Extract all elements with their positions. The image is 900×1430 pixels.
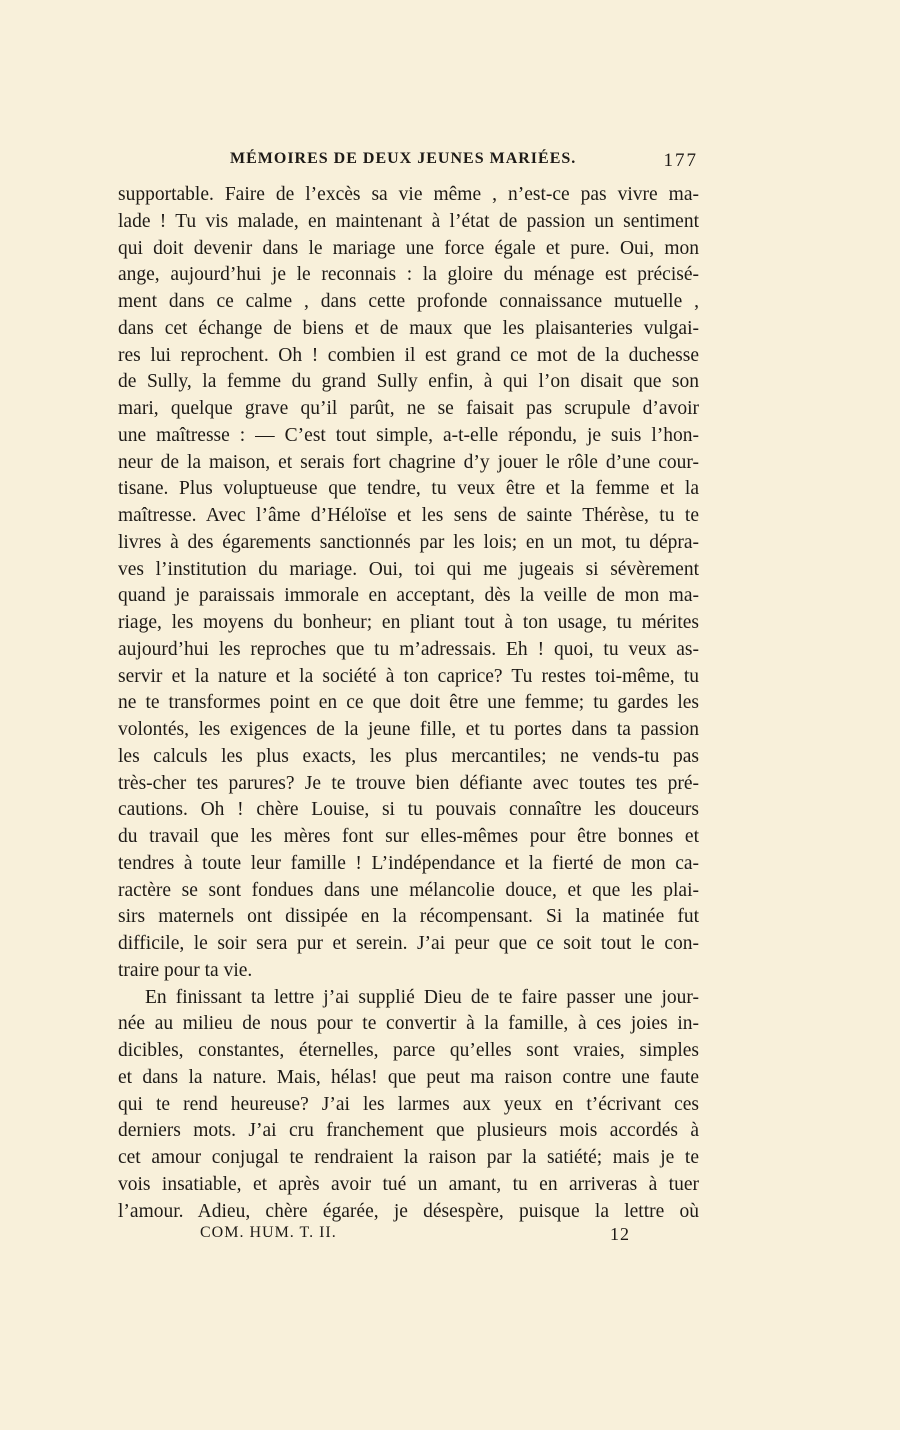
text-line: ange, aujourd’hui je le reconnais : la gloire du ménage est précisé- — [118, 264, 699, 286]
text-line: quand je paraissais immorale en acceptant, dès la veille de mon ma- — [118, 585, 699, 607]
text-line: traire pour ta vie. — [118, 959, 253, 981]
text-line: difficile, le soir sera pur et serein. J’ai peur que ce soit tout le con- — [118, 933, 699, 954]
page-body-text — [118, 182, 699, 1225]
text-line: ment dans ce calme , dans cette profonde connaissance mutuelle , — [118, 291, 699, 312]
text-line: tisane. Plus voluptueuse que tendre, tu veux être et la femme et la — [118, 478, 699, 500]
running-header — [230, 150, 698, 174]
text-line: les calculs les plus exacts, les plus mercantiles; ne vends-tu pas — [118, 745, 699, 767]
signature-mark: COM. HUM. T. II. — [200, 1224, 337, 1241]
text-line: servir et la nature et la société à ton caprice? Tu restes toi-même, tu — [118, 665, 699, 687]
text-line: aujourd’hui les reproches que tu m’adressais. Eh ! quoi, tu veux as- — [118, 638, 699, 660]
text-line: mari, quelque grave qu’il parût, ne se faisait pas scrupule d’avoir — [118, 398, 699, 419]
text-line: supportable. Faire de l’excès sa vie même , n’est-ce pas vivre ma- — [118, 184, 699, 205]
text-line: ractère se sont fondues dans une mélancolie douce, et que les plai- — [118, 879, 699, 901]
text-line: ves l’institution du mariage. Oui, toi qui me jugeais si sévèrement — [118, 558, 699, 580]
text-line: dans cet échange de biens et de maux que les plaisanteries vulgai- — [118, 317, 699, 339]
text-line: volontés, les exigences de la jeune fille, et tu portes dans ta passion — [118, 719, 699, 740]
text-line: et dans la nature. Mais, hélas! que peut ma raison contre une faute — [118, 1066, 699, 1088]
page-number: 177 — [663, 150, 698, 171]
text-line: sirs maternels ont dissipée en la récompensant. Si la matinée fut — [118, 906, 699, 928]
text-line: née au milieu de nous pour te convertir à la famille, à ces joies in- — [118, 1013, 699, 1035]
text-line: lade ! Tu vis malade, en maintenant à l’état de passion un sentiment — [118, 210, 699, 232]
text-line: neur de la maison, et serais fort chagrine d’y jouer le rôle d’une cour- — [118, 451, 699, 473]
running-title: MÉMOIRES DE DEUX JEUNES MARIÉES. — [230, 150, 577, 167]
sheet-number: 12 — [610, 1224, 630, 1244]
text-line: ne te transformes point en ce que doit être une femme; tu gardes les — [118, 692, 699, 714]
text-line: dicibles, constantes, éternelles, parce qu’elles sont vraies, simples — [118, 1040, 699, 1061]
text-line: du travail que les mères font sur elles-mêmes pour être bonnes et — [118, 826, 699, 847]
text-line: très-cher tes parures? Je te trouve bien défiante avec toutes tes pré- — [118, 772, 699, 794]
text-line: vois insatiable, et après avoir tué un amant, tu en arriveras à tuer — [118, 1173, 699, 1195]
text-line: En finissant ta lettre j’ai supplié Dieu de te faire passer une jour- — [145, 986, 699, 1008]
text-line: tendres à toute leur famille ! L’indépendance et la fierté de mon ca- — [118, 852, 699, 874]
text-line: maîtresse. Avec l’âme d’Héloïse et les sens de sainte Thérèse, tu te — [118, 505, 699, 526]
text-line: l’amour. Adieu, chère égarée, je désespère, puisque la lettre où — [118, 1200, 699, 1222]
text-line: qui doit devenir dans le mariage une force égale et pure. Oui, mon — [118, 237, 699, 259]
text-line: livres à des égarements sanctionnés par les lois; en un mot, tu dépra- — [118, 531, 699, 553]
text-line: derniers mots. J’ai cru franchement que plusieurs mois accordés à — [118, 1120, 699, 1142]
text-line: qui te rend heureuse? J’ai les larmes aux yeux en t’écrivant ces — [118, 1093, 699, 1115]
text-line: res lui reprochent. Oh ! combien il est grand ce mot de la duchesse — [118, 344, 699, 366]
text-line: de Sully, la femme du grand Sully enfin, à qui l’on disait que son — [118, 371, 699, 393]
text-line: cautions. Oh ! chère Louise, si tu pouvais connaître les douceurs — [118, 799, 699, 821]
text-line: cet amour conjugal te rendraient la raison par la satiété; mais je te — [118, 1147, 699, 1168]
text-line: riage, les moyens du bonheur; en pliant tout à ton usage, tu mérites — [118, 612, 699, 633]
text-line: une maîtresse : — C’est tout simple, a-t-elle répondu, je suis l’hon- — [118, 424, 699, 446]
